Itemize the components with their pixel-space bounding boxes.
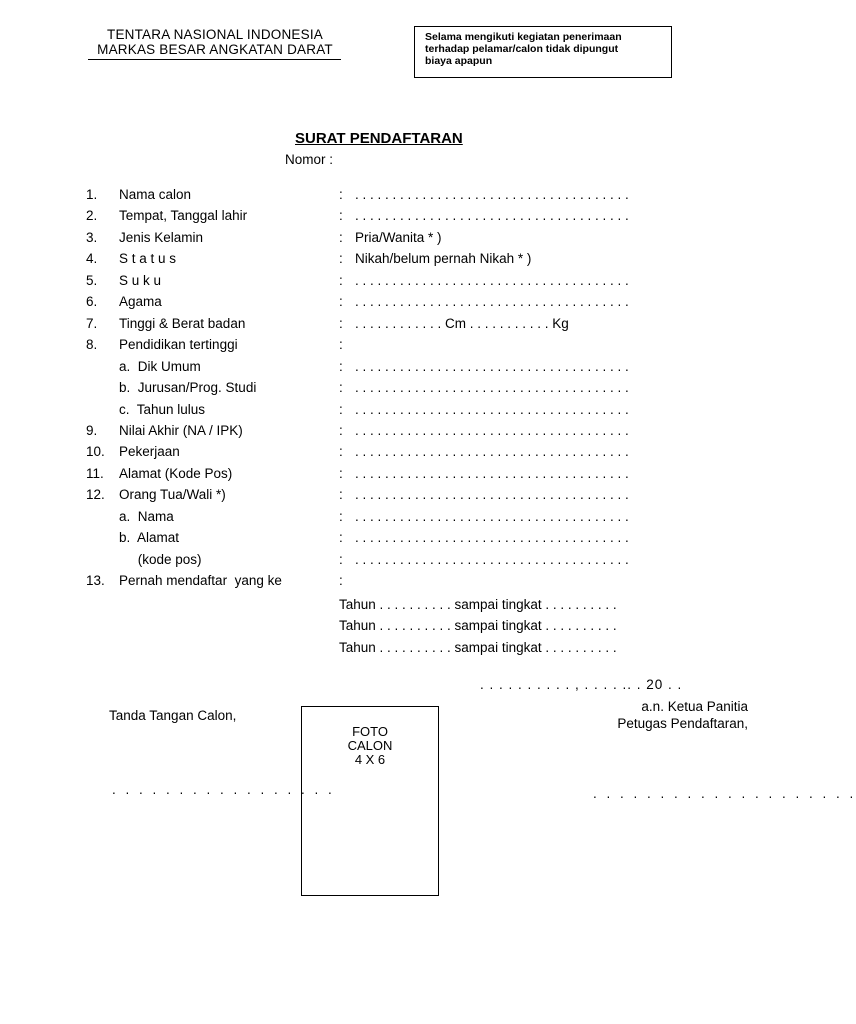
- form-row: [0, 444, 768, 464]
- ketua-line2: Petugas Pendaftaran,: [617, 716, 748, 731]
- row-colon: :: [339, 444, 343, 460]
- row-label: Nilai Akhir (NA / IPK): [119, 422, 243, 438]
- row-label: b. Jurusan/Prog. Studi: [119, 380, 257, 396]
- row-label: Pendidikan tertinggi: [119, 337, 238, 353]
- row-value: . . . . . . . . . . . . . . . . . . . . . . . . . . . . . . . . . . . . .: [355, 530, 629, 546]
- row-colon: :: [339, 508, 343, 524]
- row-value: . . . . . . . . . . . . . . . . . . . . . . . . . . . . . . . . . . . . .: [355, 422, 629, 438]
- place-date-line: . . . . . . . . . . , . . . . .. . 20 . .: [480, 677, 683, 692]
- row-label: (kode pos): [119, 551, 202, 567]
- row-value: . . . . . . . . . . . . . . . . . . . . . . . . . . . . . . . . . . . . .: [355, 465, 629, 481]
- row-label: Orang Tua/Wali *): [119, 487, 226, 503]
- previous-entry-1: Tahun . . . . . . . . . . sampai tingkat . . . . . . . . . .: [339, 597, 617, 612]
- form-row: [0, 230, 768, 250]
- row-value: . . . . . . . . . . . . . . . . . . . . . . . . . . . . . . . . . . . . .: [355, 358, 629, 374]
- row-value: . . . . . . . . . . . . . . . . . . . . . . . . . . . . . . . . . . . . .: [355, 294, 629, 310]
- form-row: [0, 552, 768, 572]
- row-value: . . . . . . . . . . . . . . . . . . . . . . . . . . . . . . . . . . . . .: [355, 208, 629, 224]
- row-value: . . . . . . . . . . . . . . . . . . . . . . . . . . . . . . . . . . . . .: [355, 551, 629, 567]
- row-colon: :: [339, 294, 343, 310]
- row-label: Agama: [119, 294, 162, 310]
- notice-line3: biaya apapun: [425, 55, 493, 67]
- form-row: [0, 423, 768, 443]
- ketua-line1: a.n. Ketua Panitia: [641, 699, 748, 714]
- row-label: Pernah mendaftar yang ke: [119, 573, 282, 589]
- candidate-signature-label: Tanda Tangan Calon,: [109, 708, 237, 723]
- row-label: Tempat, Tanggal lahir: [119, 208, 248, 224]
- row-label: a. Dik Umum: [119, 358, 201, 374]
- org-name-line2: MARKAS BESAR ANGKATAN DARAT: [97, 42, 333, 57]
- form-row: [0, 187, 768, 207]
- row-number: 2.: [86, 208, 98, 224]
- row-colon: :: [339, 465, 343, 481]
- row-colon: :: [339, 380, 343, 396]
- row-label: Tinggi & Berat badan: [119, 315, 246, 331]
- row-colon: :: [339, 272, 343, 288]
- row-label: S t a t u s: [119, 251, 177, 267]
- row-colon: :: [339, 315, 343, 331]
- row-value: . . . . . . . . . . . . . . . . . . . . . . . . . . . . . . . . . . . . .: [355, 508, 629, 524]
- photo-line1: FOTO: [352, 724, 388, 739]
- form-row: [0, 208, 768, 228]
- committee-signatory: [617, 698, 748, 732]
- row-label: b. Alamat: [119, 530, 180, 546]
- previous-entry-2: Tahun . . . . . . . . . . sampai tingkat . . . . . . . . . .: [339, 618, 617, 633]
- row-colon: :: [339, 487, 343, 503]
- row-value: . . . . . . . . . . . . . . . . . . . . . . . . . . . . . . . . . . . . .: [355, 272, 629, 288]
- row-number: 8.: [86, 337, 98, 353]
- row-label: Nama calon: [119, 187, 192, 202]
- organization-header: [88, 27, 342, 57]
- form-row: [0, 509, 768, 529]
- row-value: . . . . . . . . . . . . . . . . . . . . . . . . . . . . . . . . . . . . .: [355, 444, 629, 460]
- row-number: 5.: [86, 272, 98, 288]
- row-colon: :: [339, 208, 343, 224]
- row-label: a. Nama: [119, 508, 174, 524]
- photo-caption: [302, 725, 438, 767]
- form-row: [0, 273, 768, 293]
- form-row: [0, 402, 768, 422]
- row-value: Nikah/belum pernah Nikah * ): [355, 251, 532, 267]
- form-row: [0, 359, 768, 379]
- row-value: . . . . . . . . . . . . . . . . . . . . . . . . . . . . . . . . . . . . .: [355, 401, 629, 417]
- form-row: [0, 251, 768, 271]
- row-value: . . . . . . . . . . . . . . . . . . . . . . . . . . . . . . . . . . . . .: [355, 487, 629, 503]
- row-colon: :: [339, 530, 343, 546]
- org-name-line1: TENTARA NASIONAL INDONESIA: [107, 27, 323, 42]
- notice-line2: terhadap pelamar/calon tidak dipungut: [425, 43, 619, 55]
- row-label: Alamat (Kode Pos): [119, 465, 233, 481]
- previous-entry-3: Tahun . . . . . . . . . . sampai tingkat . . . . . . . . . .: [339, 640, 617, 655]
- candidate-signature-line: . . . . . . . . . . . . . . . . .: [112, 782, 335, 797]
- row-colon: :: [339, 187, 343, 202]
- document-title: SURAT PENDAFTARAN: [295, 130, 463, 147]
- row-colon: :: [339, 551, 343, 567]
- form-row: [0, 487, 768, 507]
- row-colon: :: [339, 251, 343, 267]
- row-number: 11.: [86, 465, 104, 481]
- photo-box: [301, 706, 439, 896]
- form-row: [0, 573, 768, 593]
- form-row: [0, 316, 768, 336]
- row-value: . . . . . . . . . . . . . . . . . . . . . . . . . . . . . . . . . . . . .: [355, 380, 629, 396]
- row-value: Pria/Wanita * ): [355, 229, 442, 245]
- row-number: 9.: [86, 422, 98, 438]
- row-colon: :: [339, 358, 343, 374]
- row-number: 3.: [86, 229, 98, 245]
- form-row: [0, 337, 768, 357]
- row-number: 6.: [86, 294, 98, 310]
- row-label: Jenis Kelamin: [119, 229, 204, 245]
- row-number: 1.: [86, 187, 98, 202]
- row-value: . . . . . . . . . . . . Cm . . . . . . . . . . . Kg: [355, 315, 569, 331]
- notice-line1: Selama mengikuti kegiatan penerimaan: [425, 31, 622, 43]
- fee-notice-box: [414, 26, 672, 78]
- photo-line2: CALON: [347, 738, 393, 753]
- row-colon: :: [339, 229, 343, 245]
- row-colon: :: [339, 337, 343, 353]
- row-label: c. Tahun lulus: [119, 401, 206, 417]
- row-number: 10.: [86, 444, 105, 460]
- document-number-label: Nomor :: [285, 152, 334, 167]
- row-value: . . . . . . . . . . . . . . . . . . . . . . . . . . . . . . . . . . . . .: [355, 187, 629, 202]
- row-colon: :: [339, 422, 343, 438]
- row-colon: :: [339, 573, 343, 589]
- row-label: S u k u: [119, 272, 162, 288]
- row-number: 13.: [86, 573, 105, 589]
- photo-line3: 4 X 6: [354, 752, 386, 767]
- form-row: [0, 466, 768, 486]
- row-colon: :: [339, 401, 343, 417]
- row-number: 12.: [86, 487, 105, 503]
- form-row: [0, 380, 768, 400]
- form-row: [0, 530, 768, 550]
- form-row: [0, 294, 768, 314]
- header-underline: [88, 59, 341, 60]
- row-number: 7.: [86, 315, 98, 331]
- row-number: 4.: [86, 251, 98, 267]
- row-label: Pekerjaan: [119, 444, 180, 460]
- officer-signature-line: . . . . . . . . . . . . . . . . . . . .: [593, 786, 856, 801]
